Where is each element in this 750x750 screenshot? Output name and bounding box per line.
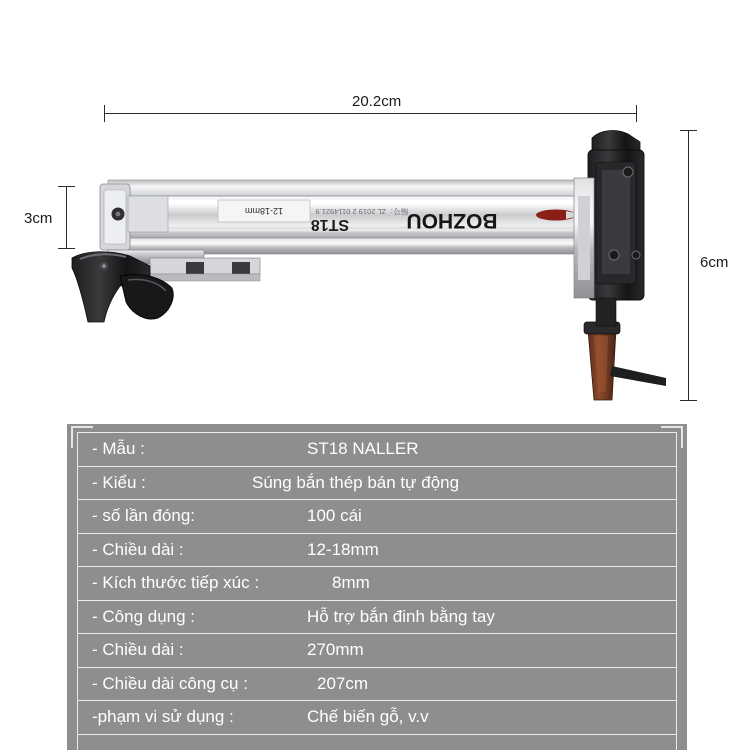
spec-value: Hỗ trợ bắn đinh bằng tay	[307, 606, 495, 626]
left-height-dimension-label: 3cm	[24, 210, 53, 227]
spec-key: - số lần đóng:	[92, 506, 196, 526]
right-height-tick-bottom	[680, 400, 697, 401]
spec-key: - Công dụng :	[92, 606, 196, 626]
specification-panel	[67, 424, 687, 750]
spec-value: Chế biến gỗ, v.v	[307, 707, 429, 727]
spec-key: - Chiều dài :	[92, 539, 184, 559]
svg-text:编号：ZL 2019 2 0114921.9: 编号：ZL 2019 2 0114921.9	[315, 207, 409, 216]
length-dimension-tick-left	[104, 105, 105, 122]
left-height-dimension-line	[66, 186, 67, 248]
spec-key: - Kích thước tiếp xúc :	[92, 573, 260, 593]
spec-key: - Mẫu :	[92, 439, 145, 459]
svg-text:ST18: ST18	[310, 216, 350, 233]
specification-table	[77, 432, 677, 750]
right-height-dimension-line	[688, 130, 689, 400]
svg-text:BOZHOU: BOZHOU	[406, 209, 498, 232]
spec-value: Súng bắn thép bán tự động	[252, 472, 460, 492]
panel-corner-top-right	[661, 426, 683, 448]
spec-value: 8mm	[332, 573, 370, 593]
left-height-tick-top	[58, 186, 75, 187]
spec-value: 100 cái	[307, 506, 362, 526]
svg-text:12-18mm: 12-18mm	[244, 206, 284, 216]
table-row	[78, 433, 676, 467]
spec-key: - Chiều dài :	[92, 640, 184, 660]
left-height-tick-bottom	[58, 248, 75, 249]
panel-corner-top-left	[71, 426, 93, 448]
table-row	[78, 567, 676, 601]
spec-value: ST18 NALLER	[307, 439, 419, 459]
table-row	[78, 668, 676, 702]
table-row	[78, 500, 676, 534]
table-row	[78, 634, 676, 668]
spec-key: -phạm vi sử dụng :	[92, 707, 234, 727]
table-row	[78, 467, 676, 501]
table-row	[78, 601, 676, 635]
spec-value: 207cm	[317, 673, 369, 693]
right-height-tick-top	[680, 130, 697, 131]
spec-key: - Chiều dài công cụ :	[92, 673, 248, 693]
spec-value: 12-18mm	[307, 539, 379, 559]
length-dimension-tick-right	[636, 105, 637, 122]
table-row	[78, 534, 676, 568]
spec-value: 270mm	[307, 640, 364, 660]
length-dimension-line	[104, 113, 636, 114]
length-dimension-label: 20.2cm	[352, 93, 402, 110]
right-height-dimension-label: 6cm	[700, 254, 729, 271]
table-row	[78, 701, 676, 735]
spec-key: - Kiểu :	[92, 472, 146, 492]
